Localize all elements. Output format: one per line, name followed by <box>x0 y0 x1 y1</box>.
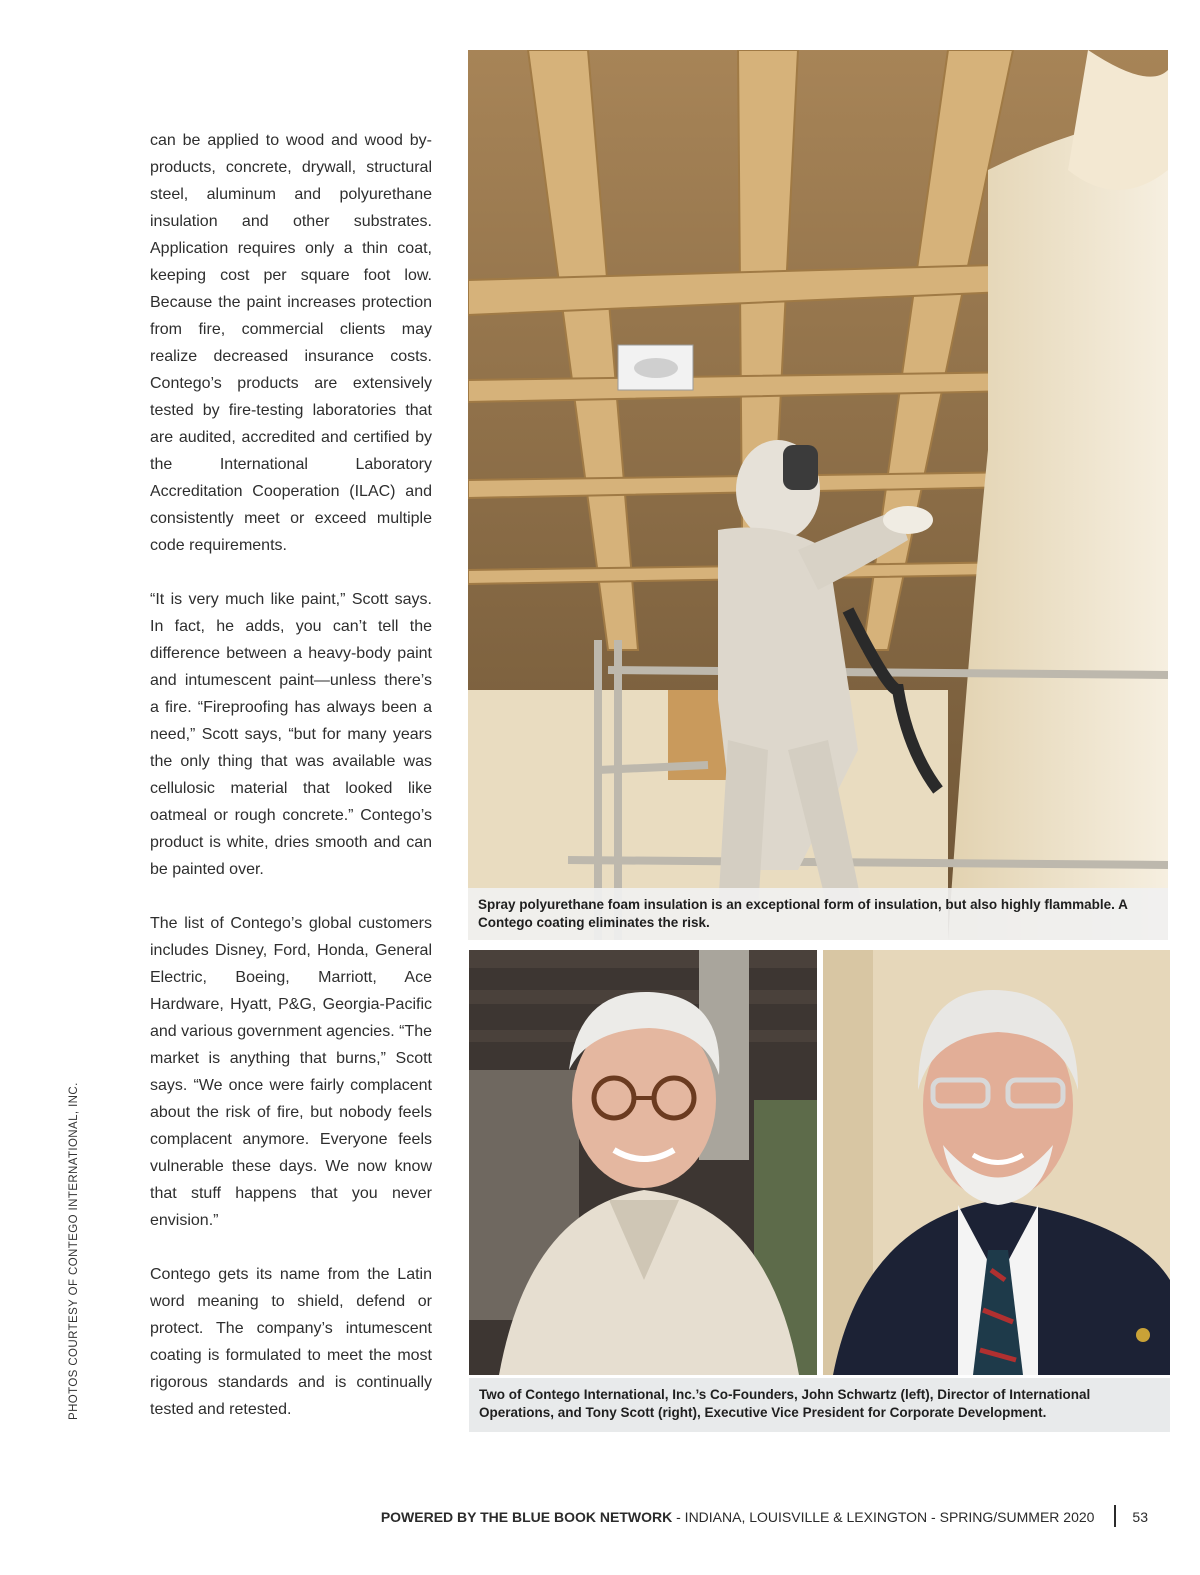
tony-scott-photo <box>823 950 1170 1375</box>
john-schwartz-photo <box>469 950 817 1375</box>
photo-credit: PHOTOS COURTESY OF CONTEGO INTERNATIONAL, INC. <box>68 1082 80 1420</box>
footer-brand: POWERED BY THE BLUE BOOK NETWORK <box>380 1509 673 1525</box>
top-photo-caption: Spray polyurethane foam insulation is an exceptional form of insulation, but also highly flammable. A Contego coating eliminates the risk. <box>468 888 1168 940</box>
footer-edition: - INDIANA, LOUISVILLE & LEXINGTON - SPRING/SUMMER 2020 <box>672 1509 1095 1525</box>
paragraph-4: Contego gets its name from the Latin word meaning to shield, defend or protect. The company’s intumescent coating is formulated to meet the most rigorous standards and is continually tested and retested. <box>150 1266 432 1418</box>
footer-divider <box>1114 1505 1116 1527</box>
article-body <box>150 127 432 1450</box>
page-number: 53 <box>1132 1509 1148 1525</box>
bottom-photo-caption: Two of Contego International, Inc.’s Co-Founders, John Schwartz (left), Director of International Operations, and Tony Scott (right), Executive Vice President for Corporate Development. <box>469 1378 1170 1432</box>
paragraph-3: The list of Contego’s global customers includes Disney, Ford, Honda, General Electric, Boeing, Marriott, Ace Hardware, Hyatt, P&G, Georgia-Pacific and various government agencies. “The market is anything that burns,” Scott says. “We once were fairly complacent about the risk of fire, but nobody feels complacent anymore. Everyone feels vulnerable these days. We now know that stuff happens that you never envision.” <box>150 915 432 1229</box>
paragraph-2: “It is very much like paint,” Scott says. In fact, he adds, you can’t tell the difference between a heavy-body paint and intumescent paint—unless there’s a fire. “Fireproofing has always been a need,” Scott says, “but for many years the only thing that was available was cellulosic material that looked like oatmeal or rough concrete.” Contego’s product is white, dries smooth and can be painted over. <box>150 591 432 878</box>
spray-foam-photo <box>468 50 1168 940</box>
page-footer <box>300 1505 1148 1527</box>
paragraph-1: can be applied to wood and wood by-products, concrete, drywall, structural steel, aluminum and polyurethane insulation and other substrates. Application requires only a thin coat, keeping cost per square foot low. Because the paint increases protection from fire, commercial clients may realize decreased insurance costs. Contego’s products are extensively tested by fire-testing laboratories that are audited, accredited and certified by the International Laboratory Accreditation Cooperation (ILAC) and consistently meet or exceed multiple code requirements. <box>150 132 432 554</box>
